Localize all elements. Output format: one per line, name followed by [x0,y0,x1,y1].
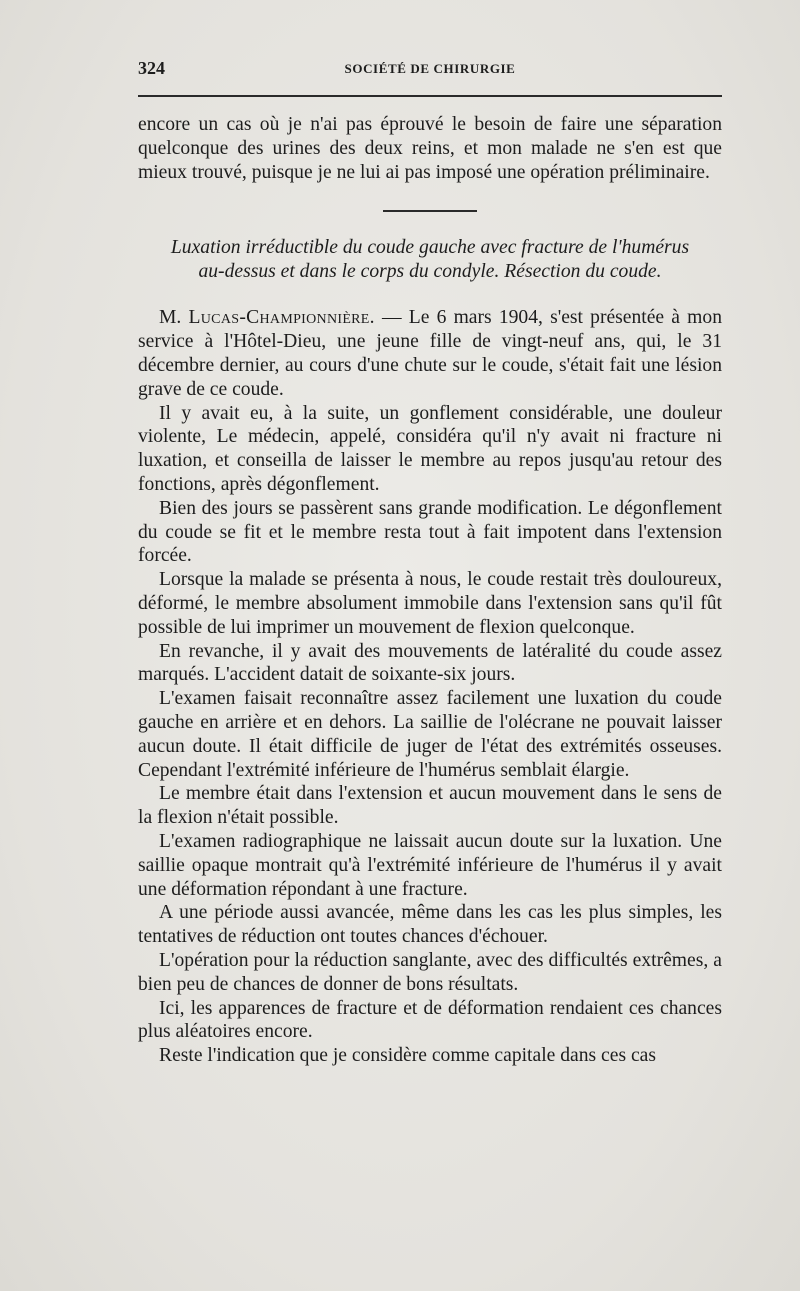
paragraph: Ici, les apparences de fracture et de déformation rendaient ces chances plus aléatoires encore. [138,997,722,1043]
paragraph: L'opération pour la réduction sanglante, avec des difficultés extrêmes, a bien peu de chances de donner de bons résultats. [138,949,722,995]
paragraph: Bien des jours se passèrent sans grande modification. Le dégonflement du coude se fit et le membre resta tout à fait impotent dans l'extension forcée. [138,497,722,567]
paragraph: Il y avait eu, à la suite, un gonflement considérable, une douleur violente, Le médecin, appelé, considéra qu'il n'y avait ni fracture ni luxation, et conseilla de laisser le membre au repos jusqu'au retour des fonctions, après dégonflement. [138,402,722,495]
lead-prefix: M. [159,307,189,329]
paragraph: L'examen radiographique ne laissait aucun doute sur la luxation. Une saillie opaque montrait qu'à l'extrémité inférieure de l'humérus il y avait une déformation répondant à une fracture. [138,830,722,900]
paragraph: Le membre était dans l'extension et aucun mouvement dans le sens de la flexion n'était possible. [138,783,722,829]
paragraph: L'examen faisait reconnaître assez facilement une luxation du coude gauche en arrière et en dehors. La saillie de l'olécrane ne pouvait laisser aucun doute. Il était difficile de juger de l'état des extrémités osseuses. Cependant l'extrémité inférieure de l'humérus semblait élargie. [138,688,722,781]
paragraph: Lorsque la malade se présenta à nous, le coude restait très douloureux, déformé, le membre absolument immobile dans l'extension sans qu'il fût possible de lui imprimer un mouvement de flexion quelconque. [138,569,722,638]
paragraph: Reste l'indication que je considère comme capitale dans ces cas [159,1045,656,1067]
page-header [138,58,722,84]
paragraph: En revanche, il y avait des mouvements de latéralité du coude assez marqués. L'accident datait de soixante-six jours. [138,640,722,686]
section-title [138,236,722,284]
paragraph: A une période aussi avancée, même dans les cas les plus simples, les tentatives de réduction ont toutes chances d'échouer. [138,902,722,948]
section-separator [383,210,477,212]
page-number: 324 [138,58,165,78]
lead-paragraph [138,306,722,401]
lead-text: — Le 6 mars 1904, s'est présentée à mon service à l'Hôtel-Dieu, une jeune fille de vingt-neuf ans, qui, le 31 décembre dernier, au cours d'une chute sur le coude, s'était fait une lésion grave de ce coude. [138,307,722,400]
section-title-line-1: Luxation irréductible du coude gauche avec fracture de l'humérus [170,237,690,259]
page-body [138,113,722,1068]
header-rule [138,95,722,97]
running-title: SOCIÉTÉ DE CHIRURGIE [344,61,516,76]
intro-paragraph: encore un cas où je n'ai pas éprouvé le besoin de faire une séparation quelconque des urines des deux reins, et mon malade ne s'en est que mieux trouvé, puisque je ne lui ai pas imposé une opération préliminaire. [138,114,722,183]
section-title-line-2: au-dessus et dans le corps du condyle. Résection du coude. [198,261,662,283]
author-name: Lucas-Championnière. [188,307,375,329]
